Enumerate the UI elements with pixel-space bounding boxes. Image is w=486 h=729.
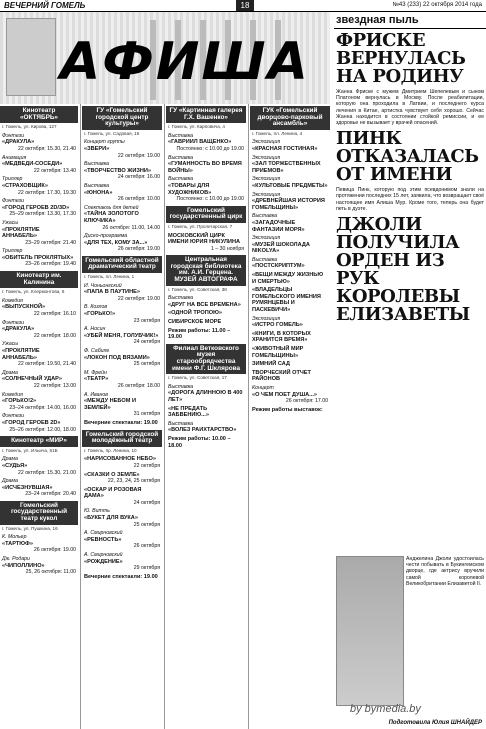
- event-item: [82, 232, 162, 254]
- issue-info: №43 (233) 22 октября 2014 года: [392, 2, 482, 8]
- event-dates: 25 октября: [133, 521, 160, 528]
- event-dates: 31 октября: [133, 411, 160, 418]
- event-title: «ДРАКУЛА»: [2, 139, 35, 146]
- event-genre: К. Мольер: [2, 534, 27, 541]
- venue-address: г. Гомель, ул. Кирова, 127: [2, 124, 57, 130]
- venue-header: ГУ «Картинная галерея Г.Х. Вашенко»: [166, 106, 246, 123]
- event-dates: 22 октября: 18.00: [33, 332, 76, 339]
- venue-address: г. Гомель, ул. Пушкина, 16: [2, 525, 58, 531]
- event-item: [0, 175, 78, 197]
- event-title: Режим работы выставок:: [252, 406, 323, 413]
- event-item: [250, 154, 330, 176]
- event-item: [250, 256, 330, 271]
- event-title: «ДЛЯ ТЕХ, КОМУ ЗА...»: [84, 239, 148, 246]
- event-item: [82, 204, 162, 232]
- event-item: [82, 303, 162, 325]
- masthead-title: АФИША: [60, 32, 310, 92]
- listing-column-4: [250, 104, 330, 729]
- event-item: [166, 309, 246, 318]
- event-dates: 22 октября: 13.40: [33, 167, 76, 174]
- venue-header: ГУК «Гомельский дворцово-парковый ансамбль»: [250, 106, 330, 130]
- event-item: [166, 420, 246, 435]
- event-genre: Выставка: [84, 161, 110, 168]
- author-credit: Подготовила Юлия ШНАЙДЕР: [388, 720, 482, 726]
- event-title: СИБИРСКОЕ МОРЕ: [168, 319, 222, 326]
- event-item: [0, 533, 78, 555]
- event-dates: 26 октября: 18.00: [117, 382, 160, 389]
- event-genre: Экспозиция: [252, 235, 281, 242]
- event-genre: Триллер: [2, 176, 23, 183]
- event-item: [82, 486, 162, 508]
- event-dates: 25 октября: [133, 361, 160, 368]
- event-item: [0, 555, 78, 577]
- jolie-photo: [336, 556, 404, 706]
- newspaper-brand: ВЕЧЕРНИЙ ГОМЕЛЬ: [4, 1, 86, 10]
- event-item: [82, 282, 162, 304]
- event-genre: И. Чоньонгский: [84, 282, 122, 289]
- venue-header: Филиал Ветковского музея старообрядчества имени Ф.Г. Шклярова: [166, 344, 246, 374]
- article-text: Певица Пинк, которую под этим псевдонимом знали на протяжении последних 15 лет, заявила, что возвращает своё настоящее имя Алиша Мур. Кроме того, теперь она будет петь в дуэте.: [336, 187, 484, 212]
- venue-address: г. Гомель, ул. Советская, 17: [168, 375, 227, 381]
- event-title: «СОЛНЕЧНЫЙ УДАР»: [2, 376, 63, 383]
- event-item: [0, 340, 78, 368]
- venue-header: Кинотеатр «ОКТЯБРЬ»: [0, 106, 78, 123]
- event-dates: 22 октября: 17.30, 19.30: [18, 189, 76, 196]
- event-item: [0, 391, 78, 413]
- event-item: [250, 360, 330, 369]
- venue-address: г. Гомель, ул. Ильича, 51Б: [2, 447, 58, 453]
- event-item: [250, 406, 330, 415]
- event-title: «РОЖДЕНИЕ»: [84, 558, 123, 565]
- event-item: [250, 369, 330, 384]
- event-title: «ОСКАР И РОЗОВАЯ ДАМА»: [84, 486, 142, 500]
- event-dates: 23–24 октября: 20.40: [25, 491, 76, 498]
- event-dates: 22 октября: 19.00: [117, 152, 160, 159]
- article-text: Жанна Фриске с мужем Дмитрием Шепелевым и сыном Платоном вернулась в Москву. После реабилитации, которую она проходила в Латвии, и последнего курса лечения в Китае, артистка чувствует себя хорошо. Сейчас Жанна находится в состоянии стойкой ремиссии, и ее здоровье не вызывает у врачей опасений.: [336, 89, 484, 127]
- event-genre: Фэнтези: [2, 319, 24, 326]
- event-genre: Выставка: [84, 182, 110, 189]
- event-title: «ПРОКЛЯТИЕ АННАБЕЛЬ»: [2, 226, 40, 240]
- event-item: [250, 286, 330, 314]
- event-item: [250, 330, 330, 345]
- event-item: [0, 412, 78, 434]
- page-header: [0, 0, 486, 12]
- listing-column-3: [166, 104, 246, 729]
- event-dates: 25–29 октября: 13.30, 17.30: [9, 211, 76, 218]
- event-item: [0, 455, 78, 477]
- event-title: «ТАЙНА ЗОЛОТОГО КЛЮЧИКА»: [84, 211, 139, 224]
- event-dates: 22 октября: 15.30, 21.00: [18, 469, 76, 476]
- event-title: «ИСЧЕЗНУВШАЯ»: [2, 484, 53, 491]
- article-text: Анджелина Джоли удостоилась чести побывать в Букингемском дворце, где актрису вручили самой королевой Великобритании Елизаветой II.: [406, 556, 484, 587]
- event-genre: Триллер: [2, 248, 23, 255]
- venue-header: Кинотеатр им. Калинина: [0, 271, 78, 288]
- event-title: «ЗВЕРИ»: [84, 145, 110, 152]
- event-item: [82, 573, 162, 582]
- event-genre: Анимация: [2, 154, 27, 161]
- event-item: [250, 271, 330, 286]
- event-genre: Экспозиция: [252, 154, 281, 161]
- event-title: «НАРИСОВАННОЕ НЕБО»: [84, 456, 156, 463]
- event-item: [166, 383, 246, 405]
- event-dates: 24 октября: [133, 339, 160, 346]
- venue-header: Центральная городская библиотека им. А.И. Герцена. МУЗЕЙ АВТОГРАФА: [166, 255, 246, 285]
- event-dates: 22 октября: 19.50, 21.40: [18, 361, 76, 368]
- event-genre: Выставка: [168, 132, 194, 139]
- event-title: «ГОРОД ГЕРОЕВ 2D»: [2, 419, 61, 426]
- venue-address: г. Гомель, ул. Карповича, 4: [168, 124, 225, 130]
- event-title: «КУЛЬТОВЫЕ ПРЕДМЕТЫ»: [252, 182, 328, 189]
- venue-header: Кинотеатр «МИР»: [0, 436, 78, 447]
- event-genre: Фэнтези: [2, 413, 24, 420]
- event-genre: Выставка: [168, 176, 194, 183]
- event-item: [0, 297, 78, 319]
- event-dates: 26 октября: 19.00: [117, 246, 160, 253]
- event-genre: Драма: [2, 456, 18, 463]
- venue-header: Гомельский городской молодёжный театр: [82, 430, 162, 447]
- event-title: «ТАРТЮФ»: [2, 540, 33, 547]
- event-item: [250, 345, 330, 360]
- venue-address: г. Гомель, ул. Клермонтова, 6: [2, 289, 65, 295]
- event-dates: 22 октября: [133, 462, 160, 469]
- event-genre: Ужасы: [2, 219, 19, 226]
- venue-header: ГУ «Гомельский городской центр культуры»: [82, 106, 162, 130]
- event-genre: Выставка: [168, 154, 194, 161]
- event-genre: Спектакль для детей: [84, 204, 139, 211]
- event-dates: 26 октября: 17.00: [285, 398, 328, 405]
- event-title: «ИСТРО ГОМЕЛЬ»: [252, 322, 303, 329]
- event-genre: А. Иванов: [84, 391, 108, 398]
- event-genre: Драма: [2, 369, 18, 376]
- event-genre: Выставка: [168, 383, 194, 390]
- event-genre: Выставка: [168, 420, 194, 427]
- event-title: «ВЛАДЕЛЬЦЫ ГОМЕЛЬСКОГО ИМЕНИЯ РУМЯНЦЕВЫ И ПАСКЕВИЧИ»: [252, 287, 321, 314]
- listing-column-2: [82, 104, 162, 729]
- venue-address: г. Гомель, пл. Ленина, 4: [252, 130, 303, 136]
- site-watermark: by bymedia.by: [350, 703, 421, 715]
- event-item: [166, 232, 246, 254]
- event-genre: Драма: [2, 478, 18, 485]
- event-dates: 23–29 октября: 21.40: [25, 239, 76, 246]
- event-genre: Выставка: [168, 295, 194, 302]
- event-title: «МЕДВЕДИ-СОСЕДИ»: [2, 161, 63, 168]
- event-title: «ВЫПУСКНОЙ»: [2, 304, 46, 311]
- event-genre: Диско-программа: [84, 233, 128, 240]
- event-dates: 24 октября: [133, 499, 160, 506]
- event-dates: 22 октября: 19.00: [117, 295, 160, 302]
- event-genre: Выставка: [252, 213, 278, 220]
- event-item: [250, 175, 330, 190]
- venue-header: Гомельский областной драматический театр: [82, 256, 162, 273]
- venue-address: г. Гомель, ул. Садовая, 16: [84, 130, 140, 136]
- event-item: [250, 384, 330, 406]
- event-genre: Экспозиция: [252, 139, 281, 146]
- event-item: [82, 529, 162, 551]
- event-title: «ВОЛЕЗ РАИХТАРСТВО»: [168, 427, 237, 434]
- event-dates: 23–26 октября: 19.40: [25, 261, 76, 268]
- event-title: «ОБИТЕЛЬ ПРОКЛЯТЫХ»: [2, 254, 74, 261]
- event-genre: Фэнтези: [2, 198, 24, 205]
- event-title: ТВОРЧЕСКИЙ ОТЧЕТ РАЙОНОВ: [252, 369, 311, 383]
- event-genre: Ужасы: [2, 341, 19, 348]
- venue-address: г. Гомель, пл. Ленина, 1: [84, 274, 135, 280]
- event-title: «О ЧЕМ ПОЕТ ДУША...»: [252, 391, 317, 398]
- event-item: [0, 197, 78, 219]
- event-item: [82, 182, 162, 204]
- event-item: [166, 294, 246, 309]
- event-item: [250, 138, 330, 153]
- event-title: «ДРУГ НА ВСЕ ВРЕМЕНА»: [168, 301, 241, 308]
- page-number: 18: [236, 0, 254, 11]
- event-genre: Комедия: [2, 391, 23, 398]
- event-title: «СУДЬЯ»: [2, 462, 28, 469]
- venue-address: г. Гомель, ул. Пролетарская, 7: [168, 223, 233, 229]
- event-title: Вечерние спектакли: 19.00: [84, 573, 158, 580]
- event-item: [82, 507, 162, 529]
- event-title: «СКАЗКИ О ЗЕМЛЕ»: [84, 471, 140, 478]
- venue-header: Гомельский государственный театр кукол: [0, 501, 78, 525]
- event-genre: М. Фрейн: [84, 369, 107, 376]
- event-item: [82, 325, 162, 347]
- event-item: [82, 138, 162, 160]
- event-title: «МЕЖДУ НЕБОМ И ЗЕМЛЕЙ»: [84, 398, 137, 411]
- masthead: [0, 12, 330, 104]
- event-title: «УБЕЙ МЕНЯ, ГОЛУБЧИК!»: [84, 332, 159, 339]
- event-item: [250, 212, 330, 234]
- event-dates: 25–26 октября: 12.00, 18.00: [9, 426, 76, 433]
- event-title: «ПАПА В ПАУТИНЕ»: [84, 289, 140, 296]
- event-item: [82, 369, 162, 391]
- event-item: [82, 455, 162, 470]
- event-item: [166, 435, 246, 450]
- event-item: [0, 132, 78, 154]
- event-item: [82, 160, 162, 182]
- event-genre: Ю. Витть: [84, 508, 110, 515]
- event-title: «ДРАКУЛА»: [2, 326, 35, 333]
- event-title: «ЧИПОЛЛИНО»: [2, 562, 45, 569]
- listing-column-1: [0, 104, 78, 729]
- event-title: «ТВОРЧЕСТВО ЖИЗНИ»: [84, 167, 152, 174]
- column-divider: [248, 104, 249, 729]
- event-title: «МУЗЕЙ ШОКОЛАДА NIKOLYA»: [252, 241, 310, 255]
- event-title: «ЗАГАДОЧНЫЕ ФАНТАЗИИ МОРЯ»: [252, 219, 305, 233]
- event-dates: 26 октября: 19.00: [33, 547, 76, 554]
- event-genre: А. Носин: [84, 326, 106, 333]
- event-dates: 23–24 октября: 14.00, 16.00: [9, 404, 76, 411]
- event-title: «ЖИВОТНЫЙ МИР ГОМЕЛЬЩИНЫ»: [252, 346, 304, 359]
- event-title: ЗИМНИЙ САД: [252, 361, 290, 368]
- event-dates: 22 октября: 15.30, 21.40: [18, 145, 76, 152]
- event-item: [250, 191, 330, 213]
- event-genre: Комедия: [2, 297, 23, 304]
- event-item: [82, 551, 162, 573]
- event-genre: Фэнтези: [2, 132, 24, 139]
- event-title: «КНИГИ, В КОТОРЫХ ХРАНИТСЯ ВРЕМЯ»: [252, 330, 311, 344]
- event-dates: 26 октября: 11.00, 14.00: [102, 224, 160, 231]
- event-title: «НЕ ПРЕДАТЬ ЗАБВЕНИЮ...»: [168, 405, 209, 419]
- article-headline: ПИНК ОТКАЗАЛАСЬ ОТ ИМЕНИ: [336, 128, 479, 186]
- event-item: [166, 132, 246, 154]
- event-dates: 22 октября: 16.10: [33, 311, 76, 318]
- event-item: [0, 477, 78, 499]
- event-title: Режим работы: 10.00 – 18.00: [168, 435, 231, 449]
- event-genre: Экспозиция: [252, 176, 281, 183]
- event-dates: 26 октября: [133, 543, 160, 550]
- event-genre: Экспозиция: [252, 191, 281, 198]
- event-title: «ГУМАННОСТЬ ВО ВРЕМЯ ВОЙНЫ»: [168, 161, 242, 174]
- event-title: «ВЕЩИ МЕЖДУ ЖИЗНЬЮ И СМЕРТЬЮ»: [252, 272, 324, 285]
- event-item: [0, 319, 78, 341]
- venue-address: г. Гомель, пр. Ленина, 10: [84, 447, 137, 453]
- event-genre: Дж. Родари: [2, 556, 30, 563]
- event-item: [250, 234, 330, 256]
- event-title: Режим работы: 11.00 – 19.00: [168, 327, 231, 341]
- event-item: [82, 391, 162, 419]
- event-item: [166, 318, 246, 327]
- event-genre: А. Смирновский: [84, 530, 123, 537]
- event-title: «ГОРЬКО!2»: [2, 398, 37, 405]
- event-title: «ДРЕВНЕЙШАЯ ИСТОРИЯ ГОМЕЛЬЩИНЫ»: [252, 198, 325, 211]
- event-genre: Концерт группы: [84, 139, 125, 146]
- event-dates: 23 октября: [133, 317, 160, 324]
- event-title: «ГОРОД ГЕРОЕВ 2D/3D»: [2, 204, 70, 211]
- event-genre: Концерт: [252, 384, 274, 391]
- article-headline: ФРИСКЕ ВЕРНУЛАСЬ НА РОДИНУ: [336, 30, 466, 87]
- event-item: [166, 175, 246, 203]
- event-item: [250, 315, 330, 330]
- event-item: [82, 419, 162, 428]
- event-item: [82, 347, 162, 369]
- event-item: [0, 154, 78, 176]
- event-title: «ОДНОЙ ТРОПОЮ»: [168, 310, 223, 317]
- event-title: «КРАСНАЯ ГОСТИНАЯ»: [252, 145, 318, 152]
- event-title: «ЛОКОН ПОД ВЯЗАМИ»: [84, 354, 150, 361]
- event-title: «ПРОКЛЯТИЕ АННАБЕЛЬ»: [2, 348, 40, 361]
- event-item: [0, 247, 78, 269]
- event-item: [166, 154, 246, 176]
- event-title: «ТОВАРЫ ДЛЯ ХУДОЖНИКОВ»: [168, 182, 212, 196]
- event-item: [0, 369, 78, 391]
- rubric-title: звездная пыль: [334, 12, 486, 29]
- theatre-masks-icon: [6, 18, 56, 96]
- event-genre: В. Козлов: [84, 304, 108, 311]
- event-item: [82, 471, 162, 486]
- event-title: «РЕВНОСТЬ»: [84, 536, 122, 543]
- event-dates: 26 октября: 10.00: [117, 196, 160, 203]
- event-title: Вечерние спектакли: 19.00: [84, 419, 158, 426]
- event-title: «ГОРЬКО!»: [84, 311, 116, 318]
- event-genre: А. Смирновский: [84, 552, 123, 559]
- event-dates: 22, 23, 24, 25 октября: [107, 478, 160, 485]
- event-title: МОСКОВСКИЙ ЦИРК ИМЕНИ ЮРИЯ НИКУЛИНА: [168, 232, 241, 246]
- event-title: «ПОСТСКРИПТУМ»: [252, 263, 305, 270]
- venue-address: г. Гомель, ул. Советская, 38: [168, 286, 227, 292]
- event-dates: 24 октября: 16.00: [117, 174, 160, 181]
- affiche-section: [0, 12, 330, 729]
- column-divider: [80, 104, 81, 729]
- event-title: «ТЕАТР»: [84, 376, 109, 383]
- event-title: «СТРАХОВЩИК»: [2, 182, 48, 189]
- event-dates: 1 – 30 ноября: [210, 245, 244, 252]
- column-divider: [164, 104, 165, 729]
- event-dates: Постоянно: с 10.00 до 19.00: [176, 145, 244, 152]
- event-dates: 25, 26 октября: 11.00: [25, 569, 76, 576]
- article-headline: ДЖОЛИ ПОЛУЧИЛА ОРДЕН ИЗ РУК КОРОЛЕВЫ ЕЛИЗАВЕТЫ: [336, 214, 470, 326]
- event-title: «ЗАЛ ТОРЖЕСТВЕННЫХ ПРИЕМОВ»: [252, 161, 321, 174]
- venue-header: Гомельский государственный цирк: [166, 206, 246, 223]
- event-genre: Выставка: [252, 256, 278, 263]
- event-title: «ЮНОНА»: [84, 189, 113, 196]
- event-title: «БУКЕТ ДЛЯ ВУКА»: [84, 515, 138, 522]
- event-item: [0, 219, 78, 247]
- event-genre: Экспозиция: [252, 315, 281, 322]
- event-item: [166, 327, 246, 342]
- event-dates: Постоянно: с 10.00 до 19.00: [176, 196, 244, 203]
- event-dates: 29 октября: [133, 565, 160, 572]
- event-dates: 22 октября: 13.00: [33, 382, 76, 389]
- event-genre: Ф. Сабиле: [84, 348, 110, 354]
- event-item: [166, 405, 246, 420]
- event-title: «ГАВРИИЛ ВАЩЕНКО»: [168, 139, 232, 146]
- event-title: «ДОРОГА ДЛИННОЮ В 400 ЛЕТ»: [168, 390, 243, 403]
